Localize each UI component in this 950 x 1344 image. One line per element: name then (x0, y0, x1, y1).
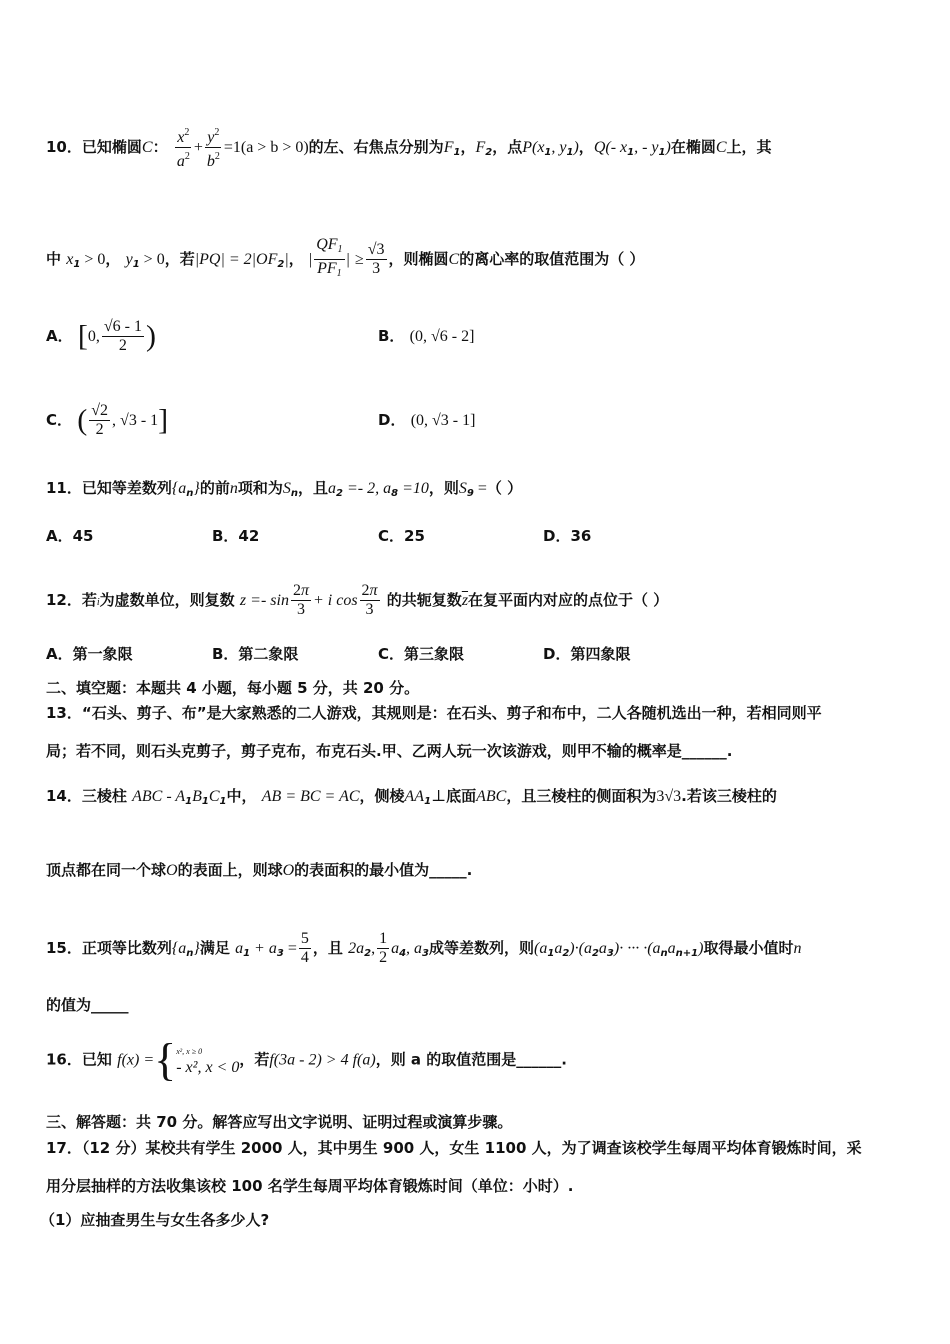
q16-stem: 16．已知 f(x) ={ x², x ≥ 0 - x², x < 0 ，若f(3a - 2) > 4 f(a)，则 a 的取值范围是______. (46, 1034, 567, 1085)
piecewise-cases: x², x ≥ 0 - x², x < 0 (176, 1047, 240, 1076)
ellipse-x-term: $\frac{x^2}{a^2}$ (175, 124, 192, 171)
q10-line-2: 中 $x_1 > 0$， $y_1 > 0$，若$|PQ| = 2|OF_2|$， | $\frac{QF_1}{PF_1}$ | ≥ $\frac{√3}{3}$ ，则椭圆C的离心率的取值范围为（ ） (46, 236, 644, 283)
q11-option-b[interactable]: B．42 (212, 527, 260, 545)
q13-line-2: 局；若不同，则石头克剪子，剪子克布，布克石头.甲、乙两人玩一次该游戏，则甲不输的概率是______. (46, 742, 733, 760)
q12-stem: 12．若i为虚数单位，则复数 z =- sin $\frac{2\pi}{3}$ + i cos $\frac{2\pi}{3}$ 的共轭复数$\overline{z}$在复平面内对应的点位于（ ） (46, 582, 669, 618)
q12-option-b[interactable]: B．第二象限 (212, 645, 299, 663)
q10-option-b[interactable]: B． (0, √6 - 2] (378, 327, 475, 345)
q11-option-a[interactable]: A．45 (46, 527, 94, 545)
q10-option-c[interactable]: C． ( $\frac{√2}{2}$ , √3 - 1] (46, 402, 169, 438)
q11-stem: 11．已知等差数列$\{a_n\}$的前n项和为$S_n$，且$a_2 =- 2$, $a_8 =10$，则$S_9$ =（ ） (46, 479, 523, 499)
section-3-heading: 三、解答题：共 70 分。解答应写出文字说明、证明过程或演算步骤。 (46, 1113, 513, 1131)
q10-option-d[interactable]: D． (0, √3 - 1] (378, 411, 476, 429)
q13-line-1: 13．“石头、剪子、布”是大家熟悉的二人游戏，其规则是：在石头、剪子和布中，二人各随机选出一种，若相同则平 (46, 704, 822, 722)
q11-option-c[interactable]: C．25 (378, 527, 425, 545)
q15-line-1: 15．正项等比数列$\{a_n\}$满足 $a_1 + a_3$ = $\frac{5}{4}$ ，且 $2a_2$, $\frac{1}{2}$ $a_4$, $a_3$成等差数列，则$(a_1a_2)\cdot(a_2a_3)\cdot$ ··· $\cdot(a_na_{n+1})$取得最小值时n (46, 930, 802, 966)
q12-option-c[interactable]: C．第三象限 (378, 645, 465, 663)
q14-line-2: 顶点都在同一个球O的表面上，则球O的表面积的最小值为_____. (46, 861, 473, 879)
q10-option-a[interactable]: A． [0, $\frac{√6 - 1}{2}$ ) (46, 318, 156, 354)
q17-line-2: 用分层抽样的方法收集该校 100 名学生每周平均体育锻炼时间（单位：小时）. (46, 1177, 574, 1195)
section-2-heading: 二、填空题：本题共 4 小题，每小题 5 分，共 20 分。 (46, 679, 420, 697)
q15-line-2: 的值为_____ (46, 996, 129, 1014)
q12-option-d[interactable]: D．第四象限 (543, 645, 631, 663)
sqrt3-over-3: $\frac{√3}{3}$ (367, 241, 385, 277)
ellipse-condition: =1(a > b > 0) (223, 139, 309, 156)
q12-option-a[interactable]: A．第一象限 (46, 645, 133, 663)
qf-pf-ratio: $\frac{QF_1}{PF_1}$ (316, 236, 343, 279)
ellipse-y-term: $\frac{y^2}{b^2}$ (205, 124, 222, 171)
q14-line-1: 14．三棱柱 ABC - $A_1B_1C_1$中， AB = BC = AC，侧棱$AA_1\perp$底面ABC，且三棱柱的侧面积为3√3.若该三棱柱的 (46, 787, 777, 807)
q11-option-d[interactable]: D．36 (543, 527, 592, 545)
q17-sub-1: （1）应抽查男生与女生各多少人? (40, 1211, 270, 1229)
q17-line-1: 17．（12 分）某校共有学生 2000 人，其中男生 900 人，女生 1100 人，为了调查该校学生每周平均体育锻炼时间，采 (46, 1139, 862, 1157)
q10-line-1: 10．已知椭圆C： $\frac{x^2}{a^2}$ + $\frac{y^2}{b^2}$ =1(a > b > 0)的左、右焦点分别为$F_1$，$F_2$，点$P(x_1$, $y_1$)，Q(- $x_1$, - $y_1$)在椭圆C上，其 (46, 124, 772, 171)
